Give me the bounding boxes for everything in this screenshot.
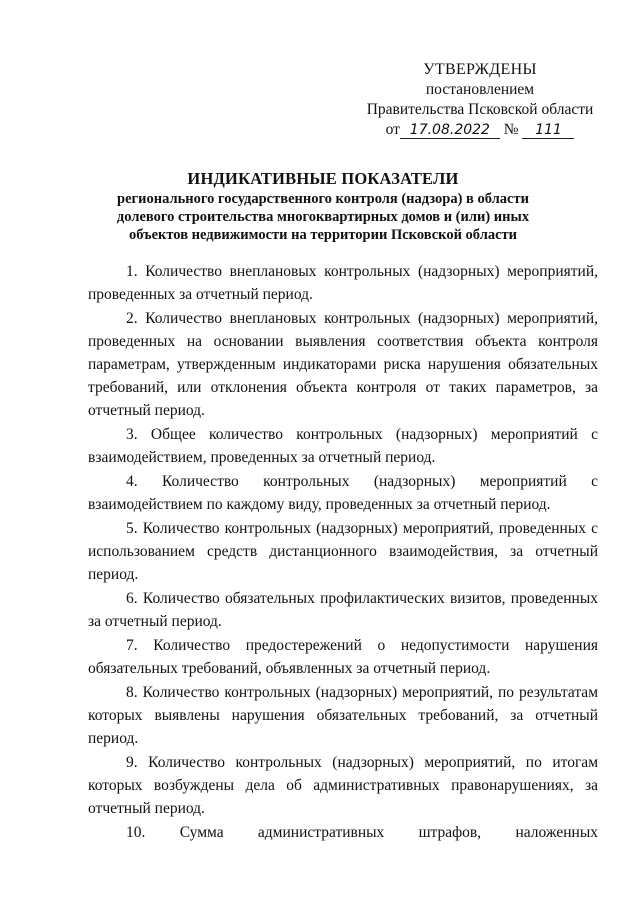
handwritten-number: 111 <box>522 122 574 139</box>
date-prefix: от <box>385 121 400 138</box>
indicator-item-7: 7. Количество предостережений о недопустимости нарушения обязательных требований, объявленных за отчетный период. <box>88 637 598 677</box>
indicators-list <box>88 260 598 845</box>
indicator-item-3: 3. Общее количество контрольных (надзорных) мероприятий с взаимодействием, проведенных за отчетный период. <box>88 426 598 466</box>
number-sign: № <box>503 121 519 138</box>
approval-block <box>360 60 600 140</box>
indicator-item-5: 5. Количество контрольных (надзорных) мероприятий, проведенных с использованием средств дистанционного взаимодействия, за отчетный период. <box>88 520 598 583</box>
document-subtitle: регионального государственного контроля (надзора) в области долевого строительства многоквартирных домов и (или) иных объектов недвижимости на территории Псковской области <box>116 191 530 243</box>
indicator-item-1: 1. Количество внеплановых контрольных (надзорных) мероприятий, проведенных за отчетный период. <box>88 263 598 303</box>
handwritten-date: 17.08.2022 <box>400 122 500 139</box>
indicator-item-9: 9. Количество контрольных (надзорных) мероприятий, по итогам которых возбуждены дела об административных правонарушениях, за отчетный период. <box>88 754 598 817</box>
indicator-item-2: 2. Количество внеплановых контрольных (надзорных) мероприятий, проведенных на основании выявления соответствия объекта контроля параметрам, утвержденным индикаторами риска нарушения обязательных требований, или отклонения объекта контроля от таких параметров, за отчетный период. <box>88 310 598 419</box>
indicator-item-4: 4. Количество контрольных (надзорных) мероприятий с взаимодействием по каждому виду, проведенных за отчетный период. <box>88 473 598 513</box>
approval-line-2: Правительства Псковской области <box>366 101 594 118</box>
document-heading <box>88 168 558 244</box>
approval-line-1: постановлением <box>425 81 535 98</box>
indicator-item-10: 10. Сумма административных штрафов, наложенных <box>126 824 598 841</box>
approval-date-line <box>360 120 600 140</box>
indicator-item-8: 8. Количество контрольных (надзорных) мероприятий, по результатам которых выявлены нарушения обязательных требований, за отчетный период. <box>88 684 598 747</box>
indicator-item-6: 6. Количество обязательных профилактических визитов, проведенных за отчетный период. <box>88 590 598 630</box>
approval-title: УТВЕРЖДЕНЫ <box>423 61 537 78</box>
document-title: ИНДИКАТИВНЫЕ ПОКАЗАТЕЛИ <box>187 169 459 188</box>
